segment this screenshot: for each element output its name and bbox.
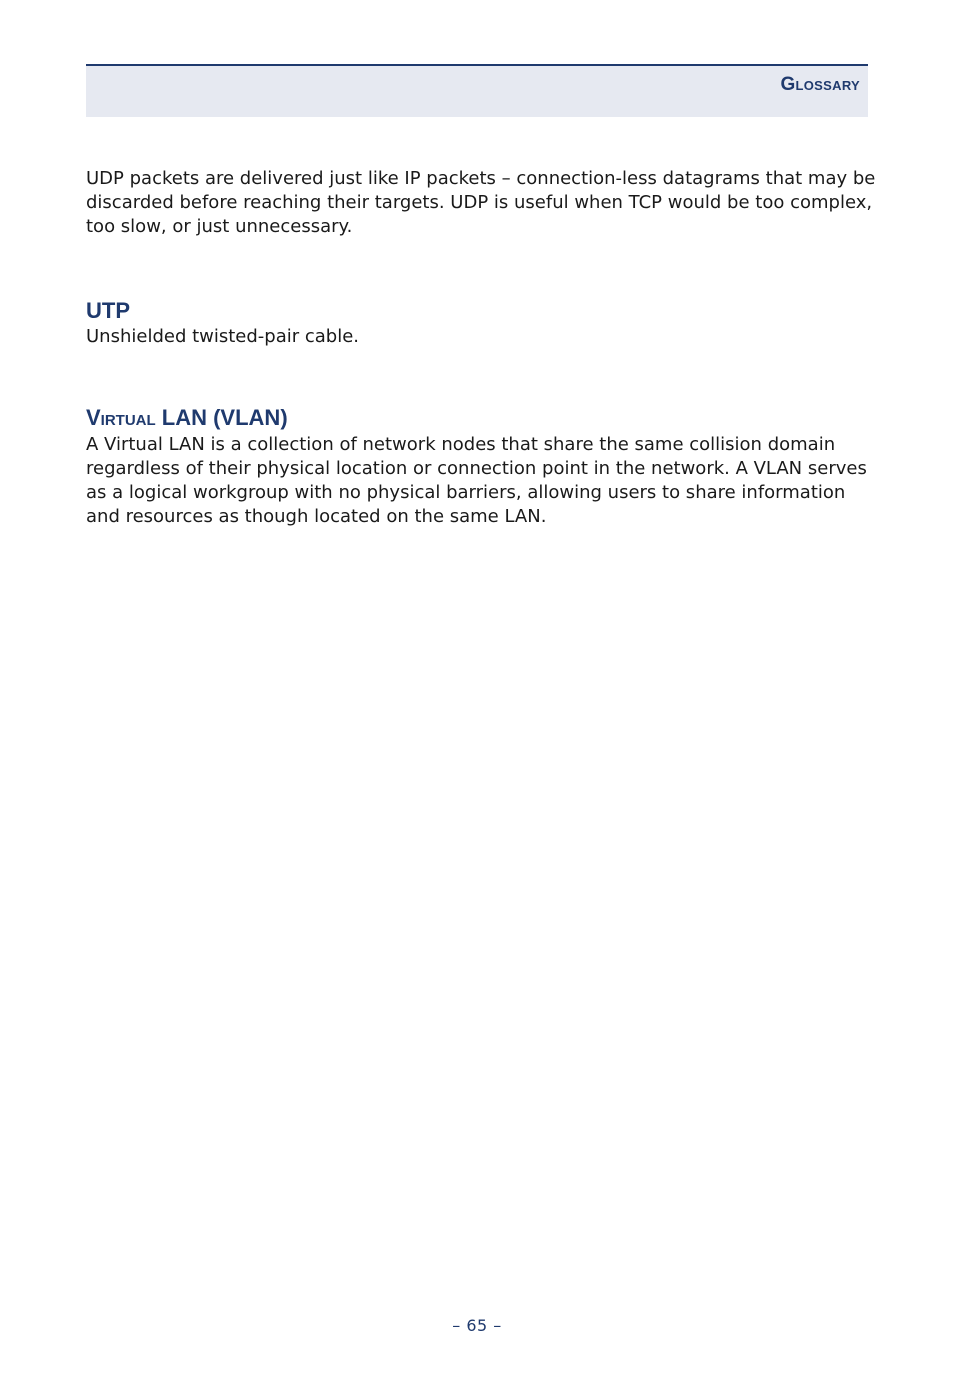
udp-definition-text: UDP packets are delivered just like IP packets – connection-less datagrams that may be discarded before reaching their targets. UDP is useful when TCP would be too complex, too slow, or just unnecessary. — [86, 168, 876, 237]
glossary-entry-udp-continuation — [86, 167, 876, 239]
utp-term-heading: UTP — [86, 298, 130, 323]
vlan-definition-text: A Virtual LAN is a collection of network nodes that share the same collision domain regardless of their physical location or connection point in the network. A VLAN serves as a logical workgroup with no physical barriers, allowing users to share information and resources as though located on the same LAN. — [86, 434, 867, 527]
utp-definition-text: Unshielded twisted-pair cable. — [86, 326, 360, 347]
header-section-title: Glossary — [780, 74, 860, 95]
glossary-entry-utp — [86, 298, 876, 349]
page-number: – 65 – — [452, 1316, 502, 1335]
vlan-term-smallcaps: Virtual — [86, 405, 156, 430]
vlan-term-heading — [86, 405, 876, 431]
page-header-band — [86, 64, 868, 117]
vlan-term-rest: LAN (VLAN) — [155, 405, 288, 430]
glossary-entry-vlan — [86, 405, 876, 529]
glossary-content — [86, 167, 876, 529]
